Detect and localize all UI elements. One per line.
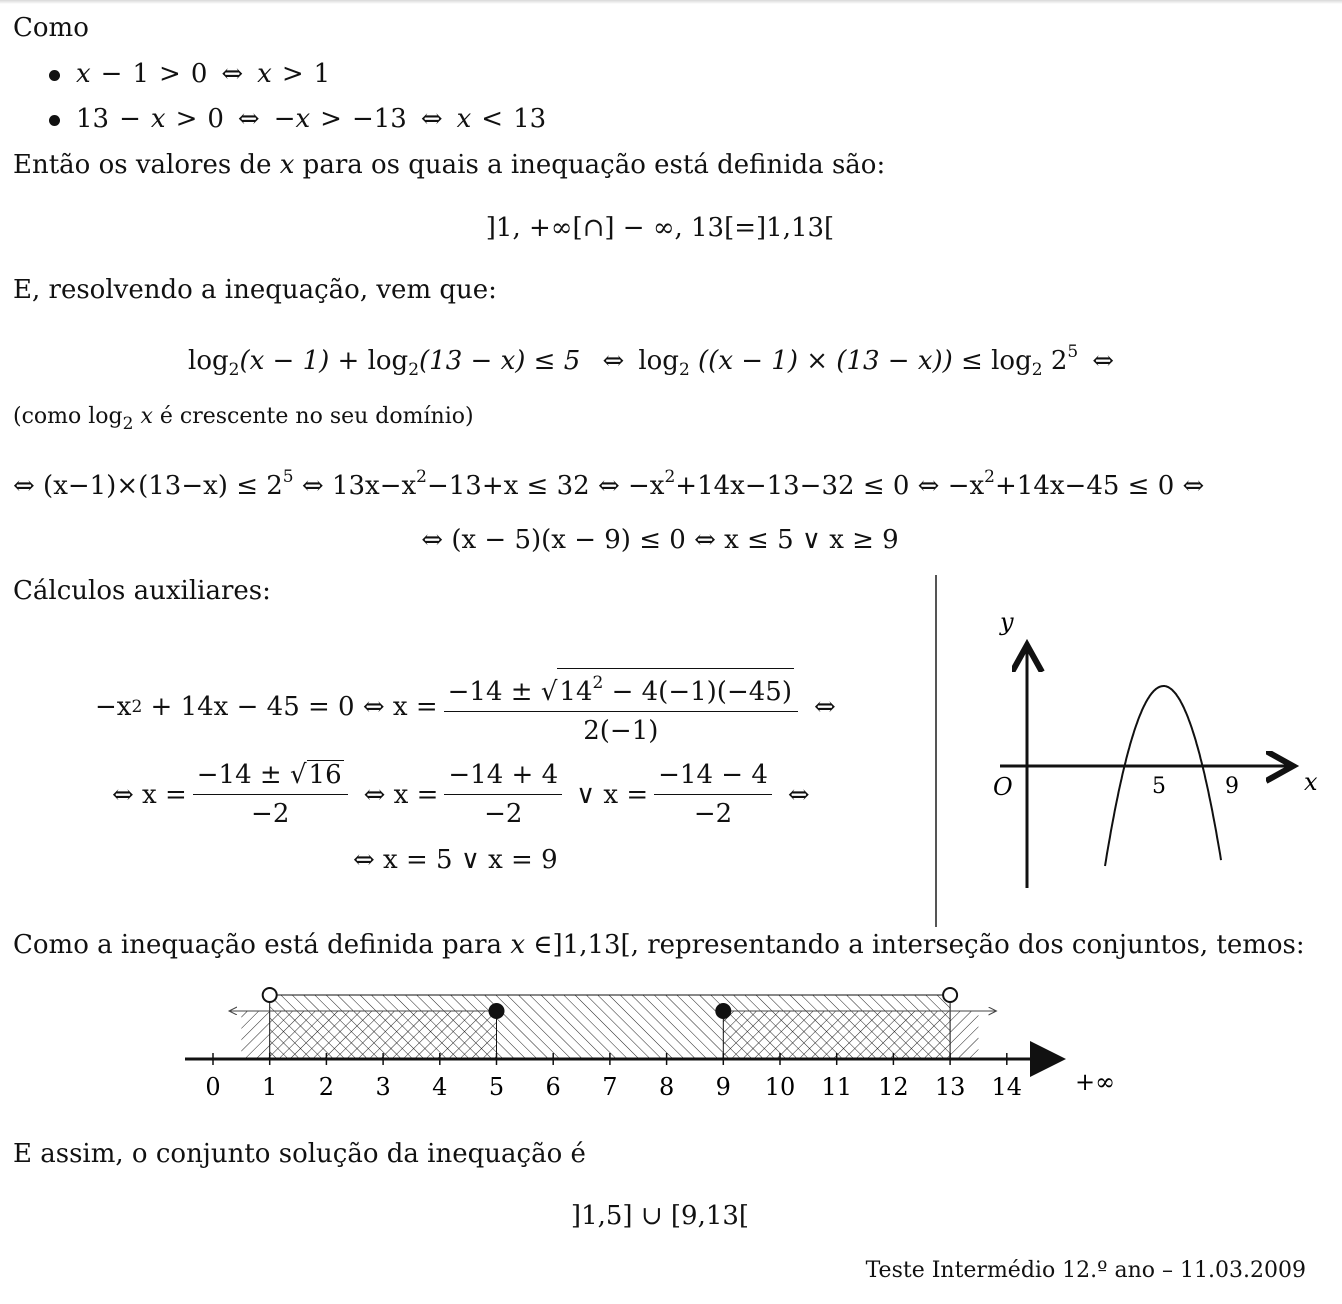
tick-label: 12 (878, 1073, 909, 1101)
tick-label: 14 (991, 1073, 1023, 1101)
bullet-item-2: 13 − x > 0 ⇔ −x > −13 ⇔ x < 13 (76, 104, 547, 134)
aux-title: Cálculos auxiliares: (13, 576, 271, 606)
bullet-dot (49, 70, 60, 81)
inequality-chain: ⇔ $(x-1)\times(13-x) \le 2^5$ ⇔ $13x-x^2-13+x \le 32$ ⇔ $-x^2+14x-13-32 \le 0$ ⇔ $-x^2+14x-45 \le 0$ ⇔ (13, 467, 1205, 501)
root-label-9: 9 (1225, 774, 1239, 799)
domain-equation: ]1, +∞[∩] − ∞, 13[=]1,13[ (485, 213, 835, 243)
number-line-diagram (170, 975, 1150, 1115)
quadratic-roots-step: ⇔ x = $\frac{-14 \pm √16}{-2}$ ⇔ x = $\frac{-14 + 4}{-2}$ ∨ x = $\frac{-14 - 4}{-2}$ ⇔ (112, 760, 810, 829)
tick-label: 10 (764, 1073, 796, 1101)
solve-paragraph: E, resolvendo a inequação, vem que: (13, 275, 497, 305)
column-divider (935, 575, 937, 927)
bullet-dot (49, 115, 60, 126)
parabola-graph (960, 600, 1330, 900)
tick-label: 9 (715, 1073, 731, 1101)
origin-label: O (993, 773, 1013, 801)
monotonic-note: (como $\log_2 x$ é crescente no seu domínio) (13, 404, 474, 434)
region-right (723, 1011, 978, 1059)
tick-label: 13 (934, 1073, 966, 1101)
solution-set: ]1,5] ∪ [9,13[ (570, 1201, 750, 1231)
footer-source: Teste Intermédio 12.º ano – 11.03.2009 (865, 1258, 1306, 1283)
tick-label: 6 (545, 1073, 561, 1101)
tick-label: 2 (318, 1073, 335, 1101)
tick-label: 4 (432, 1073, 448, 1101)
y-axis-label: y (1000, 608, 1014, 636)
open-point (263, 988, 277, 1002)
region-left (241, 1011, 496, 1059)
tick-label: 8 (658, 1073, 675, 1101)
root-label-5: 5 (1152, 774, 1166, 799)
closed-point (489, 1003, 505, 1019)
open-point (943, 988, 957, 1002)
factored-result: ⇔ (x − 5)(x − 9) ≤ 0 ⇔ x ≤ 5 ∨ x ≥ 9 (421, 525, 899, 555)
final-paragraph: E assim, o conjunto solução da inequação é (13, 1139, 586, 1169)
quadratic-solutions: ⇔ x = 5 ∨ x = 9 (353, 845, 558, 875)
log-equation: $\log_2(x - 1) + \log_2(13 - x) \le 5$ ⇔ $\log_2 ((x - 1) \times (13 - x)) \le \log_2 2^5$ ⇔ (188, 342, 1114, 380)
top-edge (0, 0, 1342, 4)
quadratic-formula: −x 2 + 14x − 45 = 0 ⇔ x = $\frac{-14 \pm √14^2 - 4(-1)(-45)}{2(-1)}$ ⇔ (95, 668, 836, 746)
tick-label: 11 (821, 1073, 852, 1101)
tick-label: 3 (375, 1073, 391, 1101)
quadratic-fraction: $\frac{-14 \pm √14^2 - 4(-1)(-45)}{2(-1)}$ (444, 668, 798, 746)
tick-label: 0 (205, 1073, 221, 1101)
bullet-item-1: x − 1 > 0 ⇔ x > 1 (76, 59, 331, 89)
tick-label: 1 (262, 1073, 278, 1101)
closed-point (715, 1003, 731, 1019)
x-axis-label: x (1304, 768, 1318, 796)
tick-label: 5 (488, 1073, 505, 1101)
tick-label: 7 (602, 1073, 618, 1101)
plus-infinity-label: +∞ (1075, 1068, 1116, 1096)
intro-text: Como (13, 13, 89, 43)
intersection-paragraph: Como a inequação está definida para x ∈]1,13[, representando a interseção dos conjuntos, temos: (13, 930, 1305, 960)
domain-paragraph: Então os valores de x para os quais a inequação está definida são: (13, 150, 886, 180)
